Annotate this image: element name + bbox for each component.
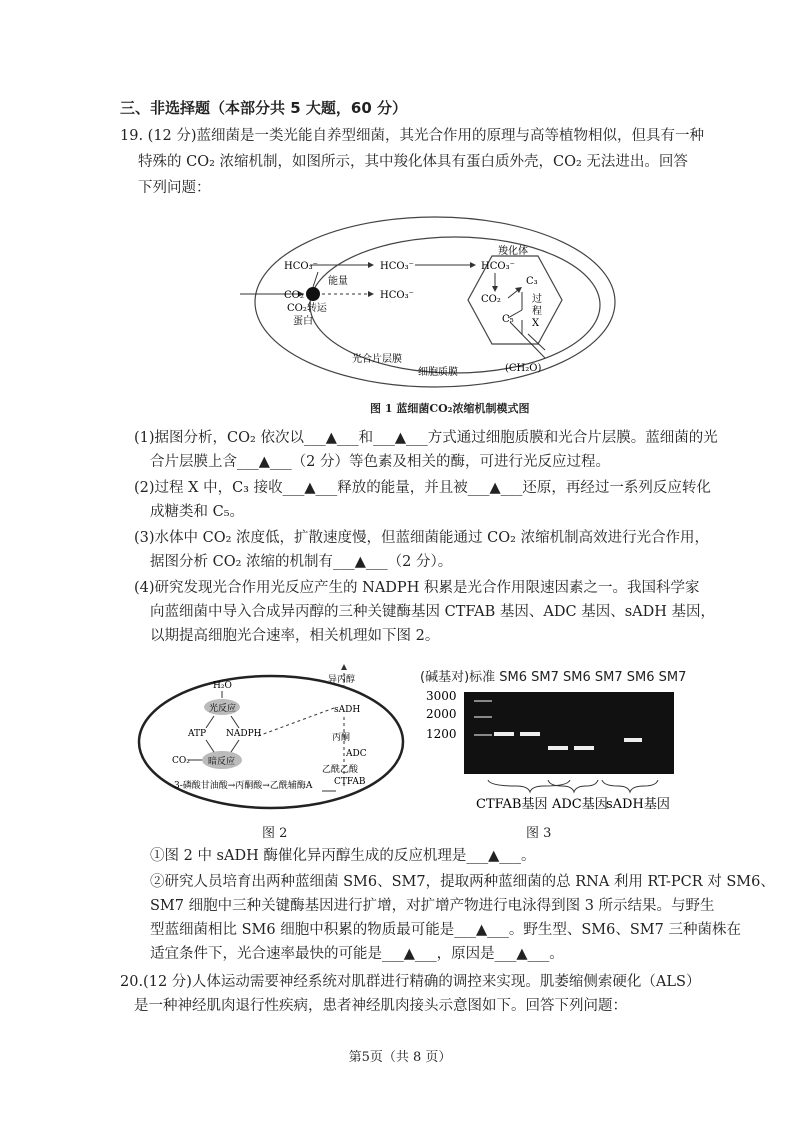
transporter-dot xyxy=(306,287,320,301)
ladder-1200: 1200 xyxy=(426,727,457,741)
figure-2-caption: 图 2 xyxy=(262,826,288,841)
q19-sub1: ①图 2 中 sADH 酶催化异丙醇生成的反应机理是___▲___。 xyxy=(150,848,536,864)
fig2-ctfab: CTFAB xyxy=(334,777,366,787)
gene-label-sadh: sADH基因 xyxy=(606,797,670,812)
thylakoid-outline xyxy=(310,237,600,373)
fig1-process-label-1: 过 xyxy=(532,294,542,305)
fig1-process-label-3: X xyxy=(532,318,540,329)
ladder-band xyxy=(474,700,492,702)
q19-part3-line-1: (3)水体中 CO₂ 浓度低，扩散速度慢，但蓝细菌能通过 CO₂ 浓缩机制高效进行光合作用， xyxy=(134,530,710,546)
q19-sub2-line-4: 适宜条件下，光合速率最快的可能是___▲___，原因是___▲___。 xyxy=(150,946,564,962)
q19-part1-line-2: 合片层膜上含___▲___（2 分）等色素及相关的酶，可进行光反应过程。 xyxy=(150,454,610,470)
q19-part3-line-2: 据图分析 CO₂ 浓缩的机制有___▲___（2 分）。 xyxy=(150,554,453,570)
fig1-transporter-label-1: CO₂转运 xyxy=(287,303,327,314)
q19-sub2-line-1: ②研究人员培育出两种蓝细菌 SM6、SM7，提取两种蓝细菌的总 RNA 利用 RT-PCR 对 SM6、 xyxy=(150,874,775,890)
page-footer: 第5页（共 8 页） xyxy=(348,1050,452,1065)
figure-3-gel xyxy=(416,686,678,816)
fig1-c3: C₃ xyxy=(526,276,538,287)
fig1-transporter-label-2: 蛋白 xyxy=(293,316,313,327)
gel-band xyxy=(574,746,594,750)
q19-part1-line-1: (1)据图分析，CO₂ 依次以___▲___和___▲___方式通过细胞质膜和光合片层膜。蓝细菌的光 xyxy=(134,430,718,446)
q19-part2-line-2: 成糖类和 C₅。 xyxy=(150,504,245,520)
fig1-co2-inner: CO₂ xyxy=(481,294,501,305)
figure-2-diagram xyxy=(136,664,412,814)
q19-intro-line-1: 19. (12 分)蓝细菌是一类光能自养型细菌，其光合作用的原理与高等植物相似，但具有一种 xyxy=(120,128,705,144)
figure-1-caption: 图 1 蓝细菌CO₂浓缩机制模式图 xyxy=(370,402,530,415)
gel-band xyxy=(548,746,568,750)
q19-part4-line-2: 向蓝细菌中导入合成异丙醇的三种关键酶基因 CTFAB 基因、ADC 基因、sADH 基因， xyxy=(150,604,716,620)
fig1-membrane-label: 细胞质膜 xyxy=(418,367,458,378)
fig1-thylakoid-label: 光合片层膜 xyxy=(352,354,402,365)
fig2-nadph: NADPH xyxy=(226,729,262,739)
q20-line-2: 是一种神经肌肉退行性疾病，患者神经肌肉接头示意图如下。回答下列问题： xyxy=(134,998,627,1014)
fig1-energy: 能量 xyxy=(328,276,348,287)
figure-1-diagram xyxy=(240,210,620,430)
section-title: 三、非选择题（本部分共 5 大题，60 分） xyxy=(120,99,407,117)
fig1-hco3-mid: HCO₃⁻ xyxy=(380,261,414,272)
fig1-hco3-inner: HCO₃⁻ xyxy=(481,261,515,272)
fig1-carboxysome-label: 羧化体 xyxy=(498,246,528,257)
fig2-atp: ATP xyxy=(188,729,207,739)
fig2-co2: CO₂ xyxy=(172,756,190,766)
q19-part2-line-1: (2)过程 X 中，C₃ 接收___▲___释放的能量，并且被___▲___还原，再经过一系列反应转化 xyxy=(134,480,711,496)
ladder-3000: 3000 xyxy=(426,689,457,703)
fig1-co2-outer: CO₂ xyxy=(284,290,304,301)
q19-part4-line-1: (4)研究发现光合作用光反应产生的 NADPH 积累是光合作用限速因素之一。我国科学家 xyxy=(134,580,700,596)
fig1-hco3-mid2: HCO₃⁻ xyxy=(380,290,414,301)
fig2-acetoacetate: 乙酰乙酸 xyxy=(322,765,359,775)
fig1-ch2o-label: (CH₂O) xyxy=(505,363,542,374)
q19-sub2-line-3: 型蓝细菌相比 SM6 细胞中积累的物质最可能是___▲___。野生型、SM6、SM7 三种菌株在 xyxy=(150,922,741,938)
figure-3-caption: 图 3 xyxy=(526,826,552,841)
fig2-dark-reaction: 暗反应 xyxy=(208,757,236,767)
fig2-adc: ADC xyxy=(346,749,367,759)
gene-label-adc: ADC基因 xyxy=(552,797,608,812)
fig1-hco3-outer: HCO₃⁻ xyxy=(284,261,318,272)
q20-line-1: 20.(12 分)人体运动需要神经系统对肌群进行精确的调控来实现。肌萎缩侧索硬化（ALS） xyxy=(120,974,701,990)
fig2-pathway: 3-磷酸甘油酸→丙酮酸→乙酰辅酶A xyxy=(174,781,313,791)
gel-band xyxy=(624,738,642,742)
q19-intro-line-2: 特殊的 CO₂ 浓缩机制，如图所示，其中羧化体具有蛋白质外壳，CO₂ 无法进出。回答 xyxy=(138,154,688,170)
figure-3-header: (碱基对)标准 SM6 SM7 SM6 SM7 SM6 SM7 xyxy=(420,670,687,685)
ladder-2000: 2000 xyxy=(426,707,457,721)
fig1-c5: C₅ xyxy=(502,314,514,325)
fig2-isopropanol: 异丙醇 xyxy=(328,675,356,685)
fig2-h2o: H₂O xyxy=(213,681,232,691)
fig2-sadh: sADH xyxy=(334,705,361,715)
gene-label-ctfab: CTFAB基因 xyxy=(476,797,548,812)
fig1-process-label-2: 程 xyxy=(532,306,542,317)
q19-part4-line-3: 以期提高细胞光合速率，相关机理如下图 2。 xyxy=(150,628,440,644)
gel-band xyxy=(520,732,540,736)
fig2-acetone: 丙酮 xyxy=(332,733,351,743)
ladder-band xyxy=(474,716,492,718)
ladder-band xyxy=(474,734,492,736)
fig2-light-reaction: 光反应 xyxy=(209,704,237,714)
q19-sub2-line-2: SM7 细胞中三种关键酶基因进行扩增，对扩增产物进行电泳得到图 3 所示结果。与野生 xyxy=(150,898,715,914)
q19-intro-line-3: 下列问题： xyxy=(138,180,211,196)
gel-band xyxy=(494,732,514,736)
